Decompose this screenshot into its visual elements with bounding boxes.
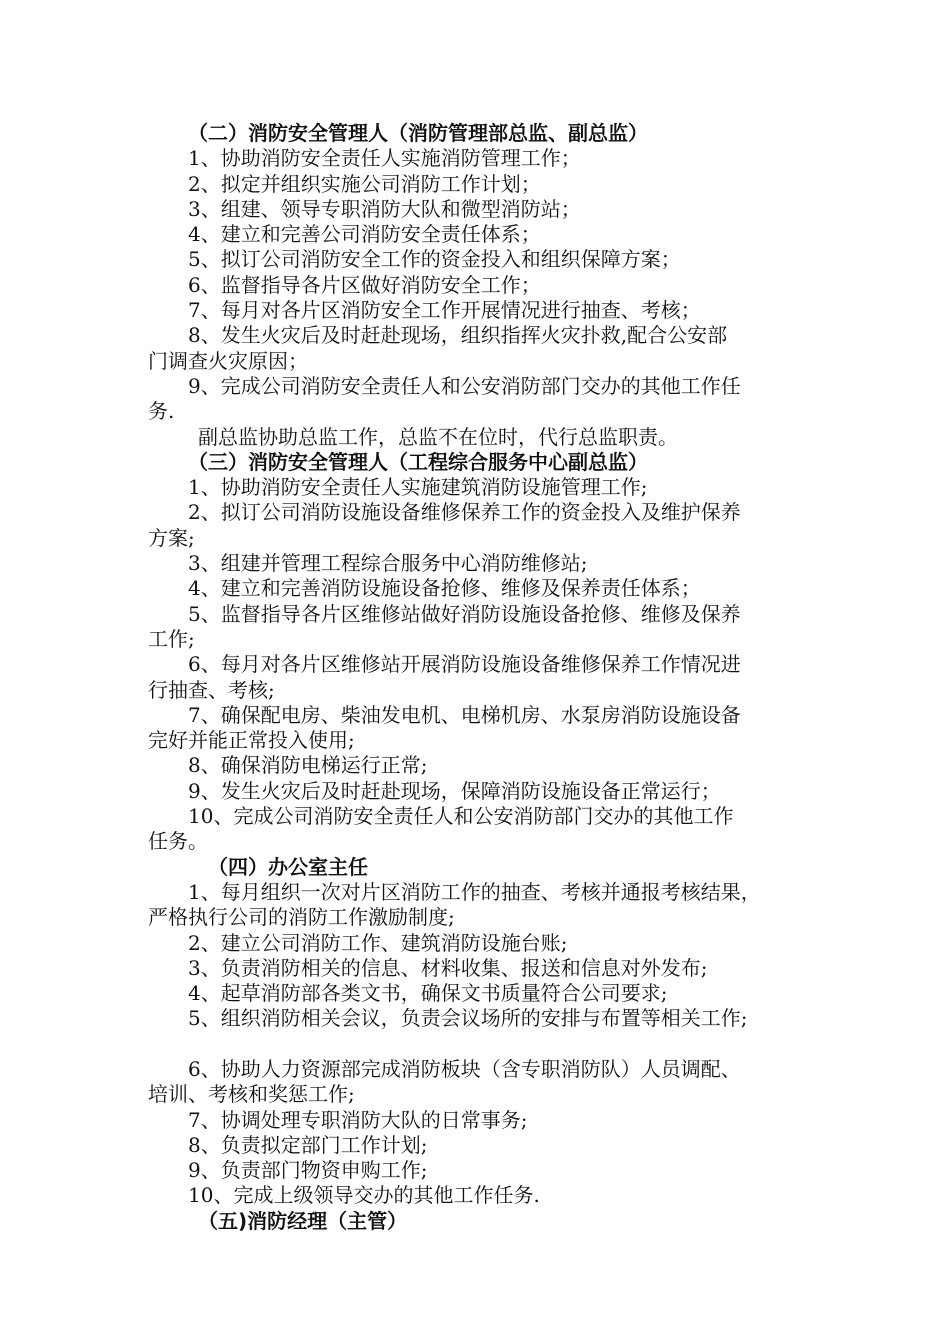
list-item-continuation: 完好并能正常投入使用; — [148, 728, 355, 753]
list-item-continuation: 培训、考核和奖惩工作; — [148, 1082, 355, 1107]
list-item: 3、组建、领导专职消防大队和微型消防站； — [188, 196, 581, 221]
list-item: 8、确保消防电梯运行正常; — [188, 753, 428, 778]
section-heading: （五)消防经理（主管） — [198, 1208, 408, 1233]
list-item: 10、完成公司消防安全责任人和公安消防部门交办的其他工作 — [188, 804, 734, 829]
list-item: 2、建立公司消防工作、建筑消防设施台账; — [188, 930, 568, 955]
list-item: 3、负责消防相关的信息、材料收集、报送和信息对外发布; — [188, 955, 708, 980]
list-item: 9、发生火灾后及时赶赴现场，保障消防设施设备正常运行； — [188, 778, 721, 803]
list-item: 8、发生火灾后及时赶赴现场，组织指挥火灾扑救,配合公安部 — [188, 323, 728, 348]
list-item: 7、协调处理专职消防大队的日常事务; — [188, 1107, 528, 1132]
list-item: 2、拟订公司消防设施设备维修保养工作的资金投入及维护保养 — [188, 500, 741, 525]
list-item: 6、监督指导各片区做好消防安全工作； — [188, 272, 541, 297]
section-heading: （三）消防安全管理人（工程综合服务中心副总监） — [188, 449, 648, 474]
list-item-continuation: 严格执行公司的消防工作激励制度; — [148, 905, 455, 930]
list-item: 5、监督指导各片区维修站做好消防设施设备抢修、维修及保养 — [188, 601, 741, 626]
list-item: 4、建立和完善公司消防安全责任体系； — [188, 222, 541, 247]
list-item-continuation: 门调查火灾原因； — [148, 348, 308, 373]
list-item: 4、建立和完善消防设施设备抢修、维修及保养责任体系； — [188, 576, 701, 601]
list-item: 8、负责拟定部门工作计划; — [188, 1132, 428, 1157]
list-item: 5、组织消防相关会议，负责会议场所的安排与布置等相关工作; — [188, 1006, 748, 1031]
list-item-continuation: 工作; — [148, 626, 195, 651]
list-item: 6、每月对各片区维修站开展消防设施设备维修保养工作情况进 — [188, 652, 741, 677]
list-item: 4、起草消防部各类文书，确保文书质量符合公司要求; — [188, 981, 668, 1006]
note-paragraph: 副总监协助总监工作，总监不在位时，代行总监职责。 — [198, 424, 678, 449]
list-item: 1、协助消防安全责任人实施消防管理工作； — [188, 146, 581, 171]
list-item: 1、每月组织一次对片区消防工作的抽查、考核并通报考核结果， — [188, 879, 761, 904]
list-item-continuation: 任务。 — [148, 829, 208, 854]
blank-line — [148, 1032, 808, 1057]
section-heading: （四）办公室主任 — [208, 854, 368, 879]
list-item: 3、组建并管理工程综合服务中心消防维修站; — [188, 551, 588, 576]
list-item: 9、完成公司消防安全责任人和公安消防部门交办的其他工作任 — [188, 373, 741, 398]
list-item-continuation: 务. — [148, 399, 175, 424]
list-item: 9、负责部门物资申购工作; — [188, 1158, 428, 1183]
document-body — [148, 121, 808, 1234]
list-item: 1、协助消防安全责任人实施建筑消防设施管理工作; — [188, 475, 648, 500]
list-item: 2、拟定并组织实施公司消防工作计划； — [188, 171, 541, 196]
section-heading: （二）消防安全管理人（消防管理部总监、副总监） — [188, 121, 648, 145]
list-item-continuation: 方案; — [148, 525, 195, 550]
list-item: 5、拟订公司消防安全工作的资金投入和组织保障方案； — [188, 247, 681, 272]
list-item: 7、每月对各片区消防安全工作开展情况进行抽查、考核； — [188, 298, 701, 323]
list-item: 6、协助人力资源部完成消防板块（含专职消防队）人员调配、 — [188, 1056, 741, 1081]
list-item: 10、完成上级领导交办的其他工作任务. — [188, 1183, 540, 1208]
list-item-continuation: 行抽查、考核; — [148, 677, 275, 702]
list-item: 7、确保配电房、柴油发电机、电梯机房、水泵房消防设施设备 — [188, 702, 741, 727]
